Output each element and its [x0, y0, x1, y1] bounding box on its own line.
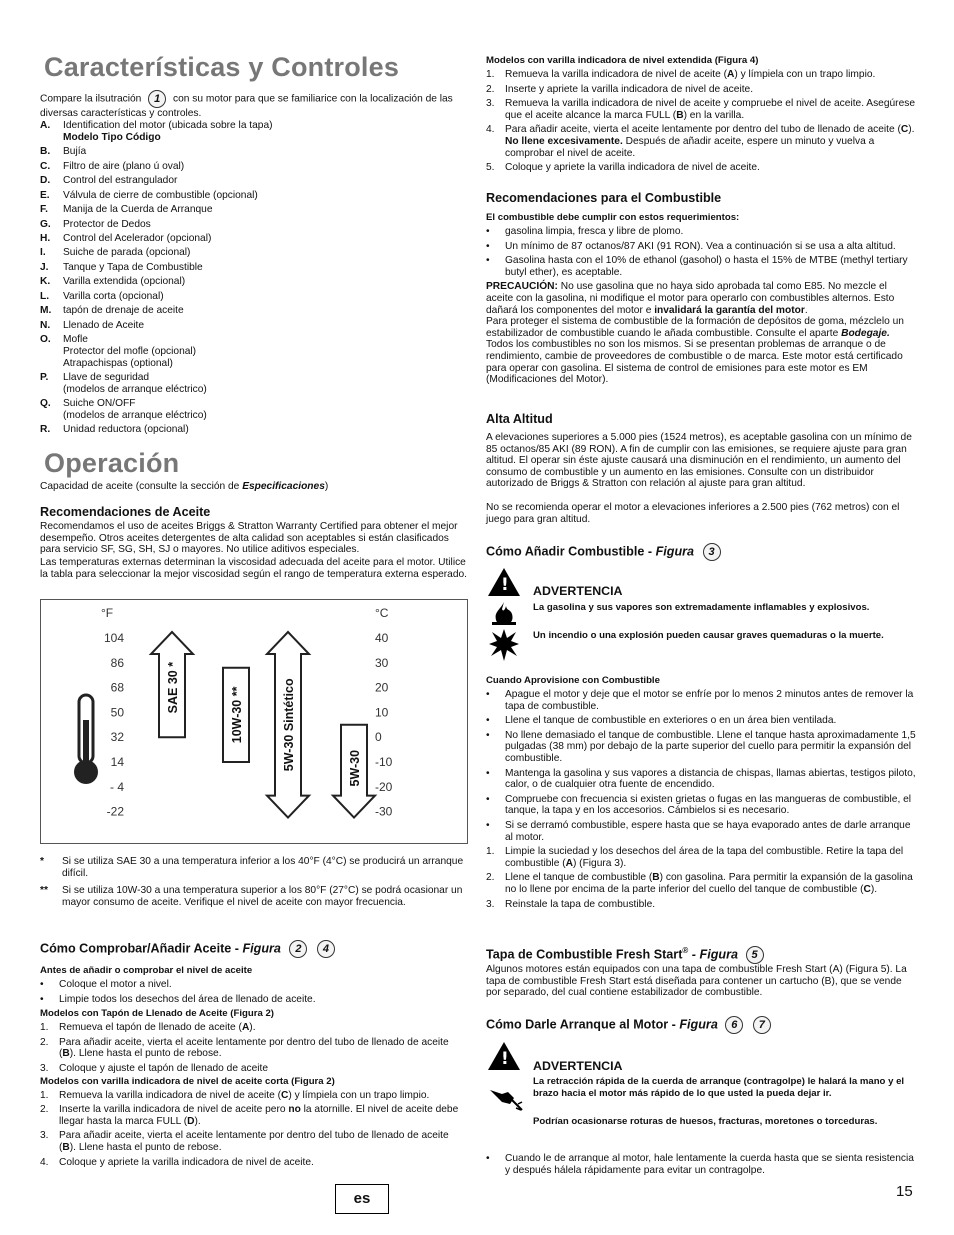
list-item	[486, 98, 916, 121]
warning-2-text-b: Podrían ocasionarse roturas de huesos, fracturas, moretones o torceduras.	[533, 1116, 878, 1127]
list-item	[40, 1130, 468, 1153]
list-text: Coloque y ajuste el tapón de llenado de aceite	[59, 1062, 268, 1074]
component-key: K.	[40, 276, 51, 288]
component-key: D.	[40, 175, 51, 187]
component-label	[63, 320, 468, 332]
component-label	[63, 175, 468, 187]
list-marker: 3.	[40, 1130, 49, 1142]
component-label	[63, 305, 468, 317]
list-text: Gasolina hasta con el 10% de ethanol (gasohol) o hasta el 15% de MTBE (methyl tertiary butyl ether), es aceptable.	[505, 255, 908, 278]
list-text: Si se derramó combustible, espere hasta que se haya evaporado antes de darle arranque al motor.	[505, 819, 911, 843]
list-marker: 2.	[486, 83, 495, 95]
component-label	[63, 291, 468, 303]
explosion-icon	[488, 628, 520, 667]
component-key: P.	[40, 372, 49, 384]
check-oil-heading-text: Cómo Comprobar/Añadir Aceite -	[40, 941, 243, 956]
footnote-1: Si se utiliza SAE 30 a una temperatura inferior a los 40°F (4°C) se producirá un arranque difícil.	[62, 856, 464, 879]
c-tick-label: 40	[375, 631, 389, 645]
list-item	[40, 994, 468, 1006]
protect-paragraph	[486, 316, 916, 386]
registered-mark: ®	[682, 946, 689, 956]
list-item	[486, 794, 916, 817]
f-tick-label: -22	[106, 804, 124, 819]
list-text: Llene el tanque de combustible en exteriores o en un área bien ventilada.	[505, 715, 837, 727]
component-key: B.	[40, 146, 51, 158]
page-number: 15	[896, 1183, 913, 1200]
section-title-caracteristicas: Características y Controles	[44, 52, 400, 82]
component-label-text: Control del Acelerador (opcional)	[63, 232, 212, 244]
c-tick-label: -10	[375, 755, 393, 769]
list-text: Compruebe con frecuencia si existen grietas o fugas en las mangueras de combustible, el tanque, la tapa y en los accesorios. Cámbielos si es necesario.	[505, 793, 912, 817]
component-subline: Protector del mofle (opcional)	[63, 345, 197, 357]
component-key: L.	[40, 290, 50, 302]
oil-viscosity-chart	[40, 599, 468, 844]
list-marker: 1.	[40, 1089, 49, 1101]
list-item	[40, 1037, 468, 1060]
oil-paragraph-2: Las temperaturas externas determinan la viscosidad adecuada del aceite para el motor. Utilice la tabla para seleccionar la mejor viscosidad según el rango de temperatura externa esperado.	[40, 557, 467, 580]
footnotes	[40, 856, 468, 911]
warning-1-text-b: Un incendio o una explosión pueden causar graves quemaduras o la muerte.	[533, 630, 884, 641]
f-tick-label: 32	[110, 730, 124, 745]
component-key: J.	[40, 261, 49, 273]
corta-title: Modelos con varilla indicadora de nivel de aceite corta (Figura 2)	[40, 1075, 335, 1087]
component-label-text: Identification del motor (ubicada sobre la tapa)	[63, 120, 273, 131]
component-item	[40, 372, 468, 395]
c-tick-label: 20	[375, 680, 389, 695]
list-marker: •	[486, 715, 490, 727]
component-label	[63, 190, 468, 202]
list-item	[486, 69, 916, 81]
c-tick-label: 10	[375, 705, 389, 720]
list-marker: 1.	[486, 846, 495, 858]
list-item	[486, 730, 916, 765]
oil-band-label: 10W-30 **	[230, 686, 244, 744]
component-subline: Atrapachispas (optional)	[63, 357, 173, 369]
list-text: Coloque y apriete la varilla indicadora de nivel de aceite.	[59, 1156, 314, 1168]
unit-f-label: °F	[101, 606, 114, 620]
extended-dipstick-block	[486, 55, 916, 177]
list-text: Para añadir aceite, vierta el aceite lentamente por dentro del tubo de llenado de aceite (B). Llene hasta el punto de rebose.	[59, 1036, 449, 1060]
component-label-text: Suiche de parada (opcional)	[63, 247, 191, 259]
component-item	[40, 334, 468, 369]
add-fuel-heading	[486, 543, 721, 561]
fuel-heading: Recomendaciones para el Combustible	[486, 191, 722, 205]
altitude-heading: Alta Altitud	[486, 412, 553, 426]
component-item	[40, 190, 468, 202]
list-item	[486, 899, 916, 911]
protect-emphasis: Bodegaje.	[841, 327, 890, 339]
fresh-start-paragraph: Algunos motores están equipados con una tapa de combustible Fresh Start (A) (Figura 5). La tapa de combustible Fresh Start está diseñada para contener un cartucho (B), que se vende por separado, del cual contiene estabilizador de combustible.	[486, 964, 907, 999]
list-item	[40, 1063, 468, 1075]
list-item	[486, 715, 916, 727]
component-key: C.	[40, 160, 51, 172]
ext-title: Modelos con varilla indicadora de nivel extendida (Figura 4)	[486, 55, 759, 66]
start-engine-item	[486, 1153, 916, 1179]
component-label-text: Válvula de cierre de combustible (opcional)	[63, 189, 258, 201]
list-marker: 3.	[40, 1062, 49, 1074]
oil-capacity-note	[40, 481, 468, 493]
component-label-text: Control del estrangulador	[63, 175, 178, 187]
component-label	[63, 219, 468, 231]
component-key: I.	[40, 247, 46, 259]
fuel-requirements-title: El combustible debe cumplir con estos requerimientos:	[486, 212, 740, 223]
warning-triangle-icon: !	[488, 568, 520, 596]
bullet: •	[486, 1153, 490, 1164]
c-tick-label: 30	[375, 655, 389, 670]
component-key: N.	[40, 319, 51, 331]
list-marker: 2.	[40, 1036, 49, 1048]
list-item	[40, 1104, 468, 1127]
list-item	[486, 226, 916, 238]
list-marker: 3.	[486, 98, 495, 110]
component-label-text: Unidad reductora (opcional)	[63, 424, 189, 436]
start-engine-text: Cuando le de arranque al motor, hale lentamente la cuerda hasta que se sienta resistencia y después hálela rápidamente para evitar un contragolpe.	[505, 1153, 914, 1176]
c-tick-label: -30	[375, 804, 393, 819]
figure-badge-6: 6	[725, 1016, 743, 1034]
list-text: Para añadir aceite, vierta el aceite lentamente por dentro del tubo de llenado de aceite (C). No llene excesivamente. Después de añadir aceite, espere un minuto y vuelva a comprobar el nivel de aceite.	[505, 124, 915, 159]
list-marker: •	[486, 767, 490, 779]
component-subline: (modelos de arranque eléctrico)	[63, 383, 207, 395]
component-label	[63, 247, 468, 259]
component-label	[63, 204, 468, 216]
component-label-text: Mofle	[63, 334, 88, 346]
list-marker: •	[40, 993, 44, 1005]
list-item	[486, 84, 916, 96]
list-text: Coloque el motor a nivel.	[59, 979, 172, 990]
fire-icon	[490, 600, 518, 631]
list-marker: •	[486, 240, 490, 252]
component-label-text: Llave de seguridad	[63, 372, 150, 384]
list-text: Remueva la varilla indicadora de nivel de aceite (C) y límpiela con un trapo limpio.	[59, 1089, 430, 1101]
list-item	[486, 124, 916, 159]
component-item	[40, 204, 468, 216]
list-marker: •	[486, 819, 490, 831]
caution-label: PRECAUCIÓN:	[486, 281, 558, 293]
warning-triangle-icon-2: !	[488, 1042, 520, 1070]
warning-1-text-a: La gasolina y sus vapores son extremadamente inflamables y explosivos.	[533, 602, 870, 613]
list-text: Remueva la varilla indicadora de nivel de aceite y compruebe el nivel de aceite. Asegúrese que el aceite alcance la marca FULL (B) en la varilla.	[505, 98, 916, 121]
component-item	[40, 120, 468, 143]
list-text: Remueva el tapón de llenado de aceite (A).	[59, 1022, 256, 1034]
warning-title-1: ADVERTENCIA	[533, 584, 623, 598]
unit-c-label: °C	[375, 606, 389, 620]
component-item	[40, 398, 468, 421]
c-tick-label: -20	[375, 779, 393, 794]
capacity-emphasis: Especificaciones	[242, 481, 325, 492]
component-item	[40, 219, 468, 231]
list-marker: •	[486, 793, 490, 805]
list-marker: 1.	[40, 1022, 49, 1034]
component-label-text: Suiche ON/OFF	[63, 398, 136, 410]
list-item	[486, 768, 916, 791]
add-fuel-heading-text: Cómo Añadir Combustible -	[486, 544, 656, 559]
oil-band-label: 5W-30 Sintético	[282, 678, 296, 772]
list-text: Limpie la suciedad y los desechos del área de la tapa del combustible. Retire la tapa del combustible (A) (Figura 3).	[505, 846, 904, 869]
caution-text: No use gasolina que no haya sido aprobada tal como E85. No mezcle el aceite con la gasolina, ni modifique el motor para operarlo con combustibles alternos. Esto dañará los componentes del motor e	[486, 281, 895, 316]
component-item	[40, 161, 468, 173]
altitude-paragraph-2: No se recomienda operar el motor a elevaciones inferiores a 2.500 pies (762 metros) con el juego para gran altitud.	[486, 502, 900, 525]
figure-badge-4: 4	[317, 940, 335, 958]
component-label-text: Llenado de Aceite	[63, 319, 145, 331]
figure-badge-5: 5	[746, 946, 764, 964]
component-item	[40, 233, 468, 245]
f-tick-label: 68	[110, 680, 124, 695]
oil-band-label: 5W-30	[348, 749, 362, 787]
component-key: A.	[40, 120, 51, 131]
component-key: F.	[40, 204, 48, 216]
components-list	[40, 120, 468, 439]
component-label	[63, 334, 468, 369]
f-tick-label: 14	[110, 755, 124, 769]
list-text: Para añadir aceite, vierta el aceite lentamente por dentro del tubo de llenado de aceite (B). Llene hasta el punto de rebose.	[59, 1130, 449, 1153]
list-text: Llene el tanque de combustible (B) con gasolina. Para permitir la expansión de la gasolina no lo llene por encima de la parte inferior del cuello del tanque de combustible (C).	[505, 872, 913, 895]
component-label-text: tapón de drenaje de aceite	[63, 305, 184, 317]
list-marker: •	[486, 226, 490, 237]
list-item	[40, 1022, 468, 1034]
component-label	[63, 424, 468, 436]
component-key: R.	[40, 424, 51, 436]
component-label	[63, 262, 468, 274]
component-label-text: Varilla extendida (opcional)	[63, 276, 186, 288]
component-label	[63, 161, 468, 173]
figure-number-badge: 1	[148, 90, 166, 108]
list-item	[486, 872, 916, 895]
component-item	[40, 276, 468, 288]
intro-text-a: Compare la ilsutración	[40, 93, 142, 105]
list-item	[486, 241, 916, 253]
protect-text-b: Todos los combustibles no son los mismos. Si se presentan problemas de arranque o de rendimiento, cambie de proveedores de combustible o de marca. Este motor está certificado para operar con gasolina. El sistema de control de emisiones para este motor es EM (Modificaciones del Motor).	[486, 339, 903, 386]
c-tick-label: 0	[375, 730, 382, 745]
check-oil-heading	[40, 940, 335, 958]
protect-text-a: Para proteger el sistema de combustible de la formación de depósitos de goma, mézclelo un estabilizador de combustible cuando le añada combustible. Consulte el aparte	[486, 316, 904, 339]
start-engine-figure-word: Figura	[679, 1017, 718, 1032]
before-title: Antes de añadir o comprobar el nivel de aceite	[40, 965, 253, 976]
viscosity-chart-svg	[41, 600, 467, 843]
list-marker: 1.	[486, 69, 495, 80]
list-text: Limpie todos los desechos del área de llenado de aceite.	[59, 993, 316, 1005]
list-marker: 3.	[486, 898, 495, 910]
list-item	[486, 846, 916, 869]
list-text: Un mínimo de 87 octanos/87 AKI (91 RON). Vea a continuación si se usa a alta altitud.	[505, 240, 896, 252]
component-label	[63, 120, 468, 143]
footnote-2-marker: **	[40, 885, 48, 897]
fresh-start-heading	[486, 946, 764, 964]
component-label-text: Varilla corta (opcional)	[63, 290, 164, 302]
component-item	[40, 247, 468, 259]
list-marker: 4.	[40, 1156, 49, 1168]
component-key: Q.	[40, 398, 51, 410]
list-text: Inserte y apriete la varilla indicadora de nivel de aceite.	[505, 83, 754, 95]
component-label	[63, 233, 468, 245]
oil-heading: Recomendaciones de Aceite	[40, 505, 211, 519]
component-label-text: Protector de Dedos	[63, 218, 151, 230]
start-engine-heading	[486, 1016, 771, 1034]
kickback-hand-icon	[488, 1080, 524, 1119]
list-text: Inserte la varilla indicadora de nivel de aceite pero no la atornille. El nivel de aceite debe llegar hasta la marca FULL (D).	[59, 1104, 459, 1127]
fresh-start-figure-word: - Figura	[688, 947, 738, 962]
oil-paragraph-1: Recomendamos el uso de aceites Briggs & Stratton Warranty Certified para obtener el mejor desempeño. Otros aceites detergentes de alta calidad son aceptables si están clasificados para servicio SF, SG, SH, SJ o mayores. No utilice aditivos especiales.	[40, 521, 458, 556]
component-label	[63, 372, 468, 395]
list-marker: •	[486, 255, 490, 267]
figure-badge-2: 2	[289, 940, 307, 958]
component-key: M.	[40, 305, 52, 317]
component-key: O.	[40, 334, 51, 346]
component-key: G.	[40, 218, 51, 230]
language-tab: es	[335, 1184, 389, 1214]
list-item	[486, 162, 916, 174]
section-title-operacion: Operación	[44, 448, 180, 478]
component-label	[63, 146, 468, 158]
list-text: Reinstale la tapa de combustible.	[505, 898, 656, 910]
list-item	[486, 689, 916, 712]
list-item	[486, 255, 916, 278]
component-label	[63, 398, 468, 421]
component-subline: (modelos de arranque eléctrico)	[63, 409, 207, 421]
list-item	[40, 979, 468, 991]
component-item	[40, 175, 468, 187]
add-fuel-figure-word: Figura	[655, 544, 695, 559]
f-tick-label: 104	[103, 631, 124, 645]
warning-2-text-a: La retracción rápida de la cuerda de arranque (contragolpe) le halará la mano y el brazo hacia el motor más rápido de lo que usted la pueda dejar ir.	[533, 1076, 905, 1099]
fresh-start-heading-text: Tapa de Combustible Fresh Start	[486, 947, 683, 962]
component-label-text: Tanque y Tapa de Combustible	[63, 261, 203, 273]
list-marker: •	[486, 729, 490, 741]
component-label	[63, 276, 468, 288]
check-oil-figure-word: Figura	[242, 941, 281, 956]
list-marker: 4.	[486, 124, 495, 136]
list-text: Apague el motor y deje que el motor se enfríe por lo menos 2 minutos antes de remover la tapa de combustible.	[505, 689, 914, 712]
footnote-2: Si se utiliza 10W-30 a una temperatura superior a los 80°F (27°C) se podrá ocasionar un mayor consumo de aceite. Verifique el nivel de aceite con mayor frecuencia.	[62, 885, 463, 908]
intro-text-b: con su motor para que se familiarice con la localización de las diversas características y controles.	[40, 93, 453, 119]
component-label-text: Filtro de aire (plano ú oval)	[63, 160, 185, 172]
list-text: gasolina limpia, fresca y libre de plomo.	[505, 226, 684, 237]
caution-end: .	[804, 304, 808, 316]
cuando-title: Cuando Aprovisione con Combustible	[486, 675, 660, 686]
component-item	[40, 291, 468, 303]
footnote-1-marker: *	[40, 856, 44, 867]
list-marker: •	[486, 689, 490, 700]
fueling-block	[486, 675, 916, 913]
figure-badge-3: 3	[703, 543, 721, 561]
altitude-paragraph-1: A elevaciones superiores a 5.000 pies (1524 metros), es aceptable gasolina con un mínimo de 85 octanos/85 AKI (89 RON). A fin de cumplir con las emisiones, se requiere ajuste para gran altitud. El operar sin éste ajuste causará una disminución en el rendimiento, un aumento del consumo de combustible y un aumento en las emisiones. Consulte con un distribuidor autorizado de Briggs & Stratton con relación al ajuste para gran altitud.	[486, 432, 912, 490]
component-key: E.	[40, 189, 50, 201]
start-engine-heading-text: Cómo Darle Arranque al Motor -	[486, 1017, 680, 1032]
list-text: Coloque y apriete la varilla indicadora de nivel de aceite.	[505, 162, 760, 174]
list-marker: 2.	[486, 872, 495, 884]
list-marker: 5.	[486, 162, 495, 174]
list-marker: •	[40, 979, 44, 990]
component-item	[40, 424, 468, 436]
list-item	[40, 1090, 468, 1102]
list-text: No llene demasiado el tanque de combustible. Llene el tanque hasta aproximadamente 1,5 pulgadas (38 mm) por debajo de la parte superior del cuello para permitir la expansión del combustible.	[505, 729, 916, 764]
list-item	[486, 820, 916, 843]
component-label-text: Manija de la Cuerda de Arranque	[63, 204, 213, 216]
component-key: H.	[40, 232, 51, 244]
component-item	[40, 262, 468, 274]
f-tick-label: - 4	[109, 779, 124, 794]
check-oil-block	[40, 965, 468, 1171]
list-text: Mantenga la gasolina y sus vapores a distancia de chispas, llamas abiertas, testigos piloto, calor, o de cualquier otra fuente de encendido.	[505, 767, 916, 791]
capacity-close: )	[324, 481, 329, 492]
fuel-block	[486, 212, 916, 386]
tapon-title: Modelos con Tapón de Llenado de Aceite (Figura 2)	[40, 1008, 275, 1020]
component-label-text: Bujía	[63, 146, 87, 158]
capacity-text: Capacidad de aceite (consulte la sección de	[40, 481, 243, 492]
f-tick-label: 50	[110, 705, 124, 720]
caution-bold: invalidará la garantía del motor	[654, 304, 805, 316]
caution-paragraph	[486, 281, 916, 316]
list-text: Remueva la varilla indicadora de nivel de aceite (A) y límpiela con un trapo limpio.	[505, 69, 876, 80]
component-extra: Modelo Tipo Código	[63, 131, 161, 143]
component-item	[40, 320, 468, 332]
intro-paragraph	[40, 90, 468, 120]
list-marker: 2.	[40, 1104, 49, 1116]
thermometer-mercury	[83, 720, 89, 770]
component-item	[40, 146, 468, 158]
component-item	[40, 305, 468, 317]
figure-badge-7: 7	[753, 1016, 771, 1034]
warning-title-2: ADVERTENCIA	[533, 1059, 623, 1073]
f-tick-label: 86	[110, 655, 124, 670]
list-item	[40, 1157, 468, 1169]
oil-band-label: SAE 30 *	[166, 661, 180, 714]
